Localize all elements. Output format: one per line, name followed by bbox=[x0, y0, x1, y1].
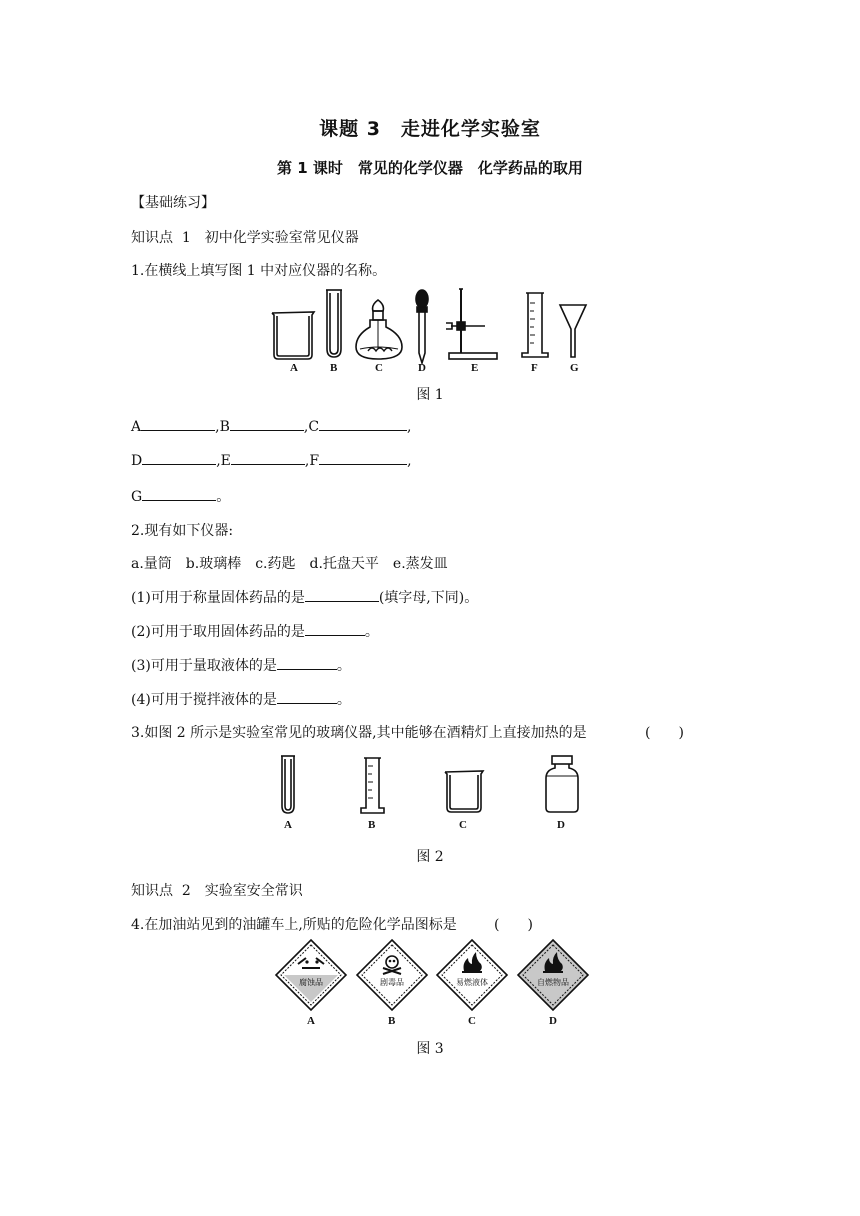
fig1-label-b: B bbox=[330, 362, 338, 374]
graduated-cylinder-icon bbox=[522, 293, 548, 357]
beaker-icon bbox=[272, 312, 314, 359]
section-label: 【基础练习】 bbox=[131, 195, 215, 211]
fig2-label-c: C bbox=[459, 819, 467, 831]
figure-3-caption: 图 3 bbox=[416, 1041, 444, 1057]
question-1-stem: 1.在横线上填写图 1 中对应仪器的名称。 bbox=[131, 263, 387, 279]
corrosive-sign-icon bbox=[276, 940, 346, 1010]
answer-blank-b[interactable] bbox=[230, 418, 304, 431]
q2-sub-2: (2)可用于取用固体药品的是 。 bbox=[131, 624, 379, 640]
answer-blank-q2-2[interactable] bbox=[305, 623, 365, 636]
answer-blank-e[interactable] bbox=[231, 452, 305, 465]
answer-blank-g[interactable] bbox=[142, 488, 216, 501]
sign-c-text: 易燃液体 bbox=[456, 978, 488, 987]
fig2-label-a: A bbox=[284, 819, 292, 831]
test-tube-icon bbox=[326, 290, 342, 357]
figure-2 bbox=[270, 752, 590, 834]
test-tube-icon bbox=[281, 756, 295, 813]
answer-blank-q2-1[interactable] bbox=[305, 589, 379, 602]
alcohol-lamp-icon bbox=[356, 300, 402, 359]
figure-1-caption: 图 1 bbox=[416, 387, 444, 403]
page-subtitle: 第 1 课时 常见的化学仪器 化学药品的取用 bbox=[277, 159, 583, 177]
q2-sub-1: (1)可用于称量固体药品的是 (填字母,下同)。 bbox=[131, 590, 479, 606]
iron-stand-icon bbox=[446, 289, 497, 359]
q1-blank-row-1: A ,B ,C , bbox=[131, 419, 412, 435]
fig3-label-b: B bbox=[388, 1015, 396, 1027]
q4-answer-paren[interactable]: ( ) bbox=[494, 917, 533, 933]
fig3-label-c: C bbox=[468, 1015, 476, 1027]
knowledge-point-1: 知识点 1 初中化学实验室常见仪器 bbox=[131, 230, 359, 246]
fig1-label-d: D bbox=[418, 362, 426, 374]
answer-blank-c[interactable] bbox=[319, 418, 407, 431]
fig3-label-d: D bbox=[549, 1015, 557, 1027]
knowledge-point-2: 知识点 2 实验室安全常识 bbox=[131, 883, 303, 899]
reagent-bottle-icon bbox=[546, 756, 578, 812]
q1-blank-row-2: D ,E ,F , bbox=[131, 453, 412, 469]
sign-a-text: 腐蚀品 bbox=[299, 978, 323, 987]
fig3-label-a: A bbox=[307, 1015, 315, 1027]
flammable-liquid-sign-icon bbox=[437, 940, 507, 1010]
fig2-label-b: B bbox=[368, 819, 376, 831]
fig1-label-g: G bbox=[570, 362, 579, 374]
fig1-label-c: C bbox=[375, 362, 383, 374]
question-2-stem: 2.现有如下仪器: bbox=[131, 523, 234, 539]
answer-blank-q2-4[interactable] bbox=[277, 691, 337, 704]
fig1-label-e: E bbox=[471, 362, 479, 374]
question-3-stem: 3.如图 2 所示是实验室常见的玻璃仪器,其中能够在酒精灯上直接加热的是 bbox=[131, 725, 587, 741]
sign-b-text: 剧毒品 bbox=[380, 978, 404, 987]
page-title: 课题 3 走进化学实验室 bbox=[319, 118, 541, 140]
figure-1 bbox=[260, 285, 600, 377]
q3-answer-paren[interactable]: ( ) bbox=[645, 725, 684, 741]
figure-2-caption: 图 2 bbox=[416, 849, 444, 865]
spontaneous-combustion-sign-icon bbox=[518, 940, 588, 1010]
q1-blank-row-3: G 。 bbox=[131, 489, 231, 505]
q2-sub-4: (4)可用于搅拌液体的是 。 bbox=[131, 692, 351, 708]
funnel-icon bbox=[560, 305, 586, 357]
graduated-cylinder-icon bbox=[361, 758, 384, 813]
figure-3 bbox=[272, 938, 592, 1030]
dropper-icon bbox=[416, 290, 428, 363]
toxic-sign-icon bbox=[357, 940, 427, 1010]
sign-d-text: 自燃物品 bbox=[537, 978, 569, 987]
answer-blank-d[interactable] bbox=[142, 452, 216, 465]
answer-blank-q2-3[interactable] bbox=[277, 657, 337, 670]
question-4-stem: 4.在加油站见到的油罐车上,所贴的危险化学品图标是 bbox=[131, 917, 457, 933]
question-2-options: a.量筒 b.玻璃棒 c.药匙 d.托盘天平 e.蒸发皿 bbox=[131, 556, 448, 572]
answer-blank-f[interactable] bbox=[319, 452, 407, 465]
fig1-label-f: F bbox=[531, 362, 538, 374]
q2-sub-3: (3)可用于量取液体的是 。 bbox=[131, 658, 351, 674]
beaker-icon bbox=[445, 771, 483, 812]
fig1-label-a: A bbox=[290, 362, 298, 374]
answer-blank-a[interactable] bbox=[141, 418, 215, 431]
fig2-label-d: D bbox=[557, 819, 565, 831]
